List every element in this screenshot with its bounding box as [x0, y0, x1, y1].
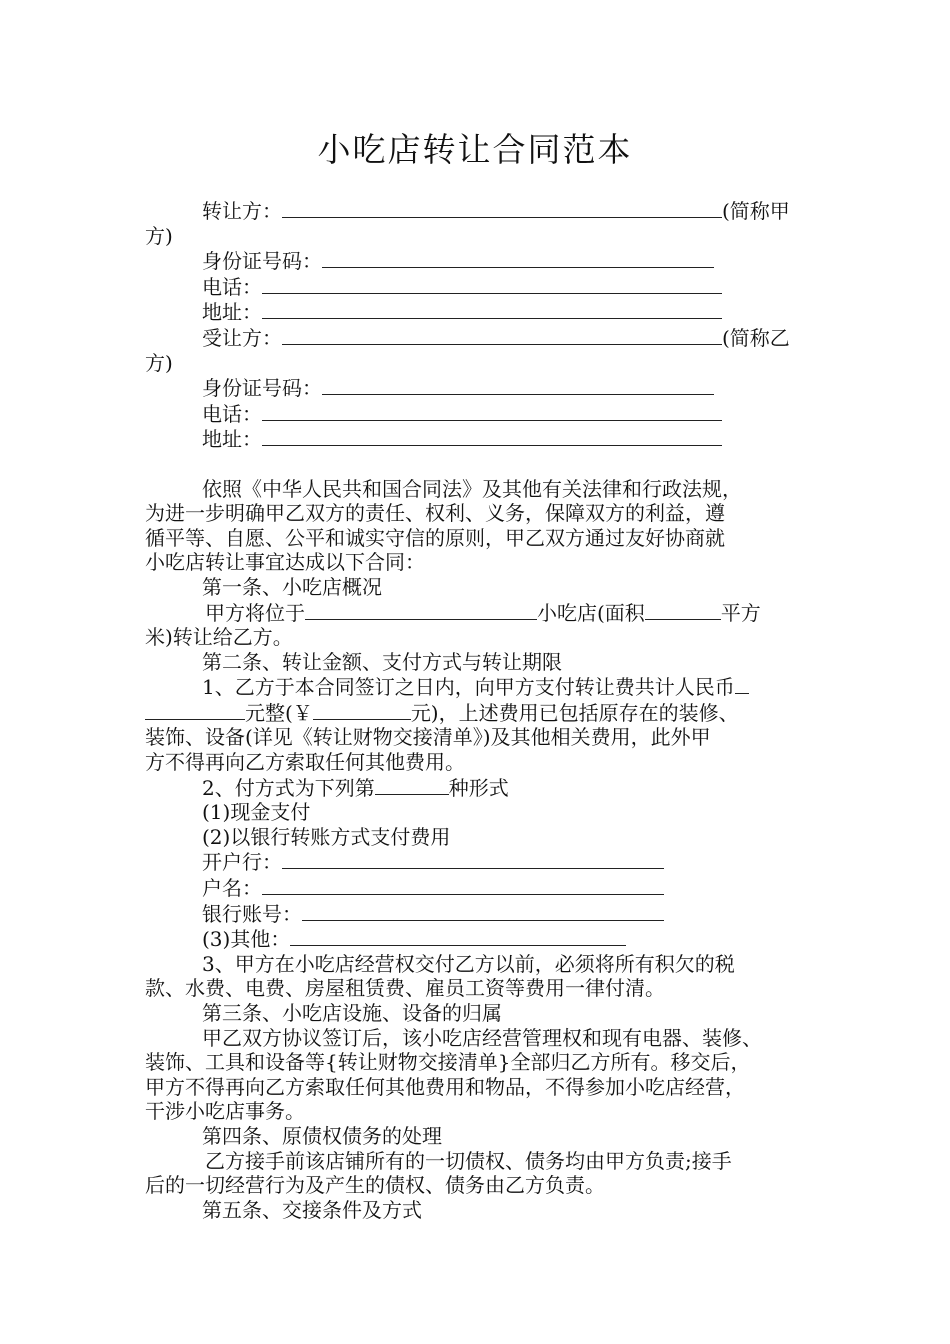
transferor-label: 转让方：: [202, 199, 282, 223]
transferor-id-line: [145, 248, 810, 274]
preamble-line: 依照《中华人民共和国合同法》及其他有关法律和行政法规，: [202, 476, 742, 501]
payment-option-2: (2)以银行转账方式支付费用: [202, 824, 451, 849]
article-3-line: 甲方不得再向乙方索取任何其他费用和物品，不得参加小吃店经营，: [145, 1074, 745, 1099]
account-number-blank: [302, 901, 664, 921]
account-name-label: 户名：: [202, 876, 262, 901]
account-number-label: 银行账号：: [202, 901, 302, 926]
transferee-line: [145, 325, 810, 351]
transferor-suffix: (简称甲: [722, 199, 790, 223]
account-name-line: [145, 875, 810, 901]
amount-words-blank: [145, 700, 245, 720]
address-label: 地址：: [202, 300, 262, 325]
transferor-blank: [282, 198, 722, 218]
article-4-line: 后的一切经营行为及产生的债权、债务由乙方负责。: [145, 1173, 605, 1198]
document-body: [145, 198, 810, 1222]
phone-label: 电话：: [202, 401, 262, 426]
account-name-blank: [262, 875, 664, 895]
address-label: 地址：: [202, 427, 262, 452]
article-2-line: 3、甲方在小吃店经营权交付乙方以前，必须将所有积欠的税: [202, 951, 735, 976]
other-blank: [290, 926, 626, 946]
transferee-suffix: (简称乙: [722, 325, 790, 350]
article-1-text: 平方: [720, 600, 761, 625]
transferee-phone-line: [145, 401, 810, 427]
article-2-title: 第二条、转让金额、支付方式与转让期限: [202, 649, 562, 674]
bank-blank: [282, 849, 664, 869]
article-2-line: [145, 674, 810, 700]
article-1-line: 米)转让给乙方。: [145, 625, 293, 650]
transferee-id-line: [145, 375, 810, 401]
spacer: [145, 452, 810, 477]
preamble-line: 为进一步明确甲乙双方的责任、权利、义务，保障双方的利益，遵: [145, 501, 725, 526]
account-number-line: [145, 901, 810, 927]
article-2-text: 元整(￥: [245, 700, 313, 725]
location-blank: [305, 600, 537, 620]
article-1-title: 第一条、小吃店概况: [202, 574, 382, 599]
document-title: 小吃店转让合同范本: [317, 130, 633, 169]
transferor-phone-line: [145, 274, 810, 300]
payment-method-blank: [375, 775, 449, 795]
transferor-suffix-line: 方): [145, 223, 173, 248]
article-3-line: 装饰、工具和设备等{转让财物交接清单}全部归乙方所有。移交后，: [145, 1050, 751, 1075]
article-3-line: 甲乙双方协议签订后，该小吃店经营管理权和现有电器、装修、: [202, 1025, 762, 1050]
area-blank: [645, 600, 721, 620]
id-label: 身份证号码：: [202, 376, 322, 401]
transferee-address-line: [145, 426, 810, 452]
phone-blank: [262, 401, 722, 421]
payment-option-1: (1)现金支付: [202, 800, 311, 825]
address-blank: [262, 426, 722, 446]
preamble-line: 小吃店转让事宜达成以下合同：: [145, 550, 425, 575]
article-2-text: 元)，上述费用已包括原存在的装修、: [410, 700, 739, 725]
article-4-line: 乙方接手前该店铺所有的一切债权、债务均由甲方负责;接手: [205, 1148, 732, 1173]
transferee-suffix-line: 方): [145, 350, 173, 375]
article-2-line: 方不得再向乙方索取任何其他费用。: [145, 750, 465, 775]
article-1-line: [145, 600, 810, 626]
article-2-text: 种形式: [448, 775, 509, 800]
transferee-label: 受让方：: [202, 325, 282, 350]
article-1-text: 小吃店(面积: [537, 600, 645, 625]
phone-blank: [262, 274, 722, 294]
article-1-text: 甲方将位于: [205, 600, 305, 625]
article-4-title: 第四条、原债权债务的处理: [202, 1123, 442, 1148]
article-2-line: [145, 700, 810, 726]
article-5-title: 第五条、交接条件及方式: [202, 1197, 422, 1222]
article-2-text: 1、乙方于本合同签订之日内，向甲方支付转让费共计人民币: [202, 675, 735, 700]
payment-option-3-label: (3)其他：: [202, 927, 291, 952]
preamble-line: 循平等、自愿、公平和诚实守信的原则，甲乙双方通过友好协商就: [145, 525, 725, 550]
transferee-blank: [282, 325, 722, 345]
article-3-line: 干涉小吃店事务。: [145, 1099, 305, 1124]
article-2-line: 款、水费、电费、房屋租赁费、雇员工资等费用一律付清。: [145, 976, 665, 1001]
article-2-text: 2、付方式为下列第: [202, 775, 375, 800]
id-blank: [322, 375, 714, 395]
payment-option-3: [145, 926, 810, 952]
transferor-address-line: [145, 299, 810, 325]
article-3-title: 第三条、小吃店设施、设备的归属: [202, 1001, 502, 1025]
amount-number-blank: [313, 700, 411, 720]
transferor-line: [145, 198, 810, 224]
article-2-line: 装饰、设备(详见《转让财物交接清单》)及其他相关费用，此外甲: [145, 725, 711, 750]
address-blank: [262, 299, 722, 319]
amount-blank: [735, 674, 749, 694]
id-label: 身份证号码：: [202, 249, 322, 274]
phone-label: 电话：: [202, 274, 262, 299]
bank-line: [145, 849, 810, 875]
id-blank: [322, 248, 714, 268]
article-2-line: [145, 775, 810, 801]
bank-label: 开户行：: [202, 850, 282, 875]
